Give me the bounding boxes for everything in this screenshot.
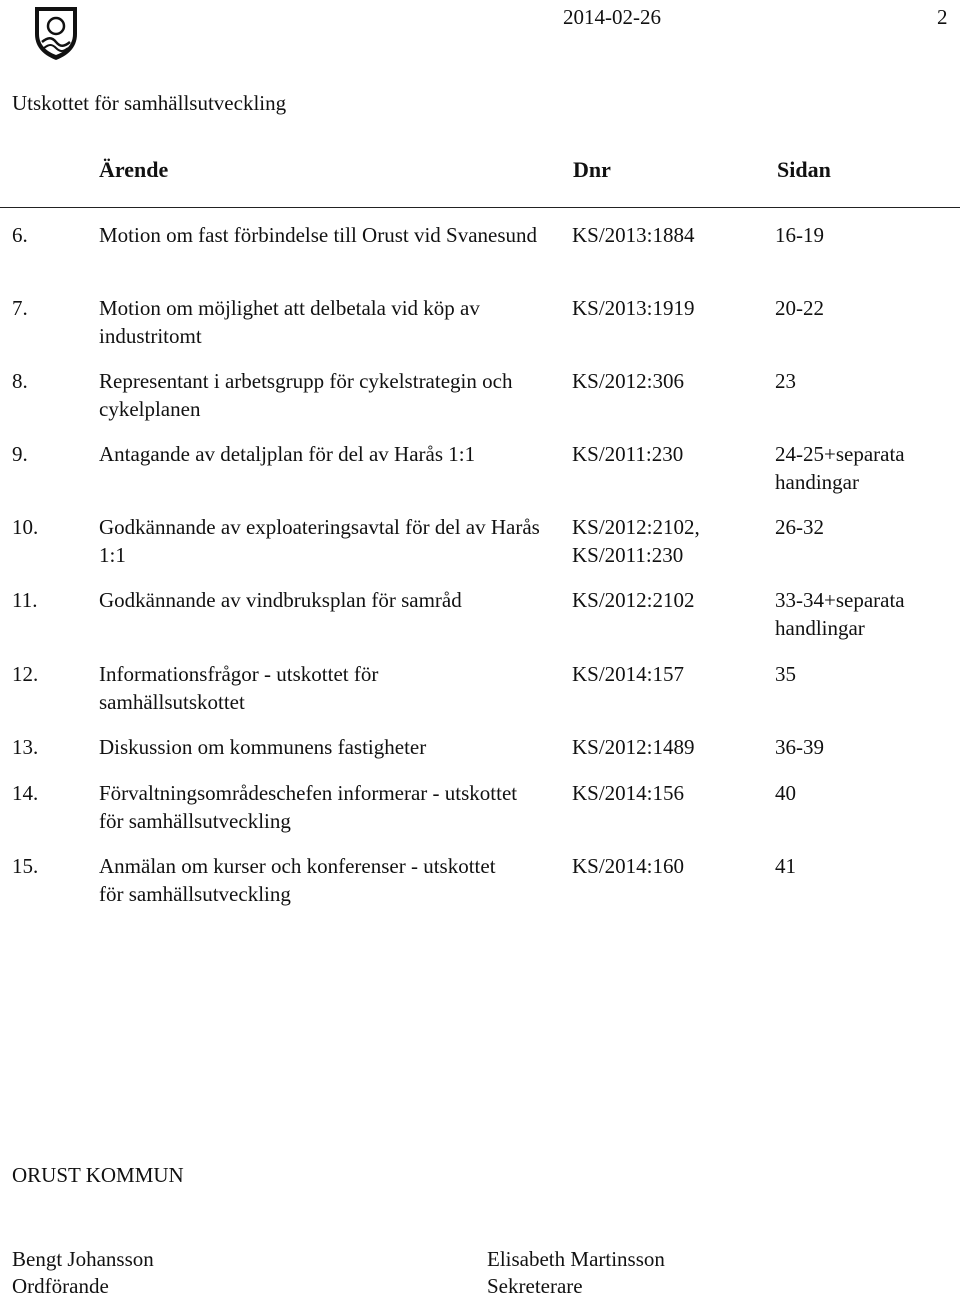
item-title: Motion om fast förbindelse till Orust vid Svanesund xyxy=(99,223,538,247)
item-number: 12. xyxy=(12,662,39,686)
item-number: 14. xyxy=(12,781,39,805)
municipal-coat-of-arms-icon xyxy=(32,4,80,62)
item-dnr: KS/2011:230 xyxy=(572,442,684,466)
committee-name: Utskottet för samhällsutveckling xyxy=(12,91,287,115)
item-dnr: KS/2013:1884 xyxy=(572,223,695,247)
header-divider xyxy=(0,207,960,208)
item-dnr: KS/2012:306 xyxy=(572,369,685,393)
item-title: Motion om möjlighet att delbetala vid köp av industritomt xyxy=(99,296,480,348)
item-title: Förvaltningsområdeschefen informerar - utskottet för samhällsutveckling xyxy=(99,781,518,833)
item-dnr: KS/2014:156 xyxy=(572,781,685,805)
page-number: 2 xyxy=(937,5,948,29)
column-header-pages: Sidan xyxy=(777,157,831,182)
item-number: 10. xyxy=(12,515,39,539)
item-pages: 24-25+separata handingar xyxy=(775,442,905,494)
signatory-role: Ordförande xyxy=(12,1274,109,1298)
item-dnr: KS/2012:2102 xyxy=(572,588,695,612)
document-date: 2014-02-26 xyxy=(563,5,661,29)
item-pages: 35 xyxy=(775,662,796,686)
item-dnr: KS/2012:2102, KS/2011:230 xyxy=(572,515,700,567)
item-number: 11. xyxy=(12,588,38,612)
item-number: 9. xyxy=(12,442,28,466)
signatory-name: Elisabeth Martinsson xyxy=(487,1247,665,1271)
item-title: Antagande av detaljplan för del av Harås 1:1 xyxy=(99,442,476,466)
item-number: 15. xyxy=(12,854,39,878)
signature-block-secretary xyxy=(487,1246,665,1300)
organization-name: ORUST KOMMUN xyxy=(12,1163,184,1187)
item-title: Godkännande av vindbruksplan för samråd xyxy=(99,588,462,612)
item-dnr: KS/2014:160 xyxy=(572,854,685,878)
item-number: 8. xyxy=(12,369,28,393)
item-pages: 40 xyxy=(775,781,796,805)
signatory-name: Bengt Johansson xyxy=(12,1247,154,1271)
item-number: 13. xyxy=(12,735,39,759)
item-pages: 41 xyxy=(775,854,796,878)
item-title: Representant i arbetsgrupp för cykelstrategin och cykelplanen xyxy=(99,369,513,421)
item-number: 7. xyxy=(12,296,28,320)
item-pages: 36-39 xyxy=(775,735,824,759)
item-pages: 20-22 xyxy=(775,296,824,320)
item-dnr: KS/2012:1489 xyxy=(572,735,695,759)
item-pages: 16-19 xyxy=(775,223,824,247)
item-dnr: KS/2014:157 xyxy=(572,662,685,686)
column-header-dnr: Dnr xyxy=(573,157,611,182)
item-dnr: KS/2013:1919 xyxy=(572,296,695,320)
item-title: Godkännande av exploateringsavtal för del av Harås 1:1 xyxy=(99,515,540,567)
item-pages: 33-34+separata handlingar xyxy=(775,588,905,640)
item-title: Diskussion om kommunens fastigheter xyxy=(99,735,427,759)
item-pages: 26-32 xyxy=(775,515,824,539)
item-title: Anmälan om kurser och konferenser - utskottet för samhällsutveckling xyxy=(99,854,496,906)
signature-block-chair xyxy=(12,1246,154,1300)
column-header-item: Ärende xyxy=(99,157,169,182)
item-number: 6. xyxy=(12,223,28,247)
item-pages: 23 xyxy=(775,369,796,393)
signatory-role: Sekreterare xyxy=(487,1274,583,1298)
item-title: Informationsfrågor - utskottet för samhällsutskottet xyxy=(99,662,379,714)
